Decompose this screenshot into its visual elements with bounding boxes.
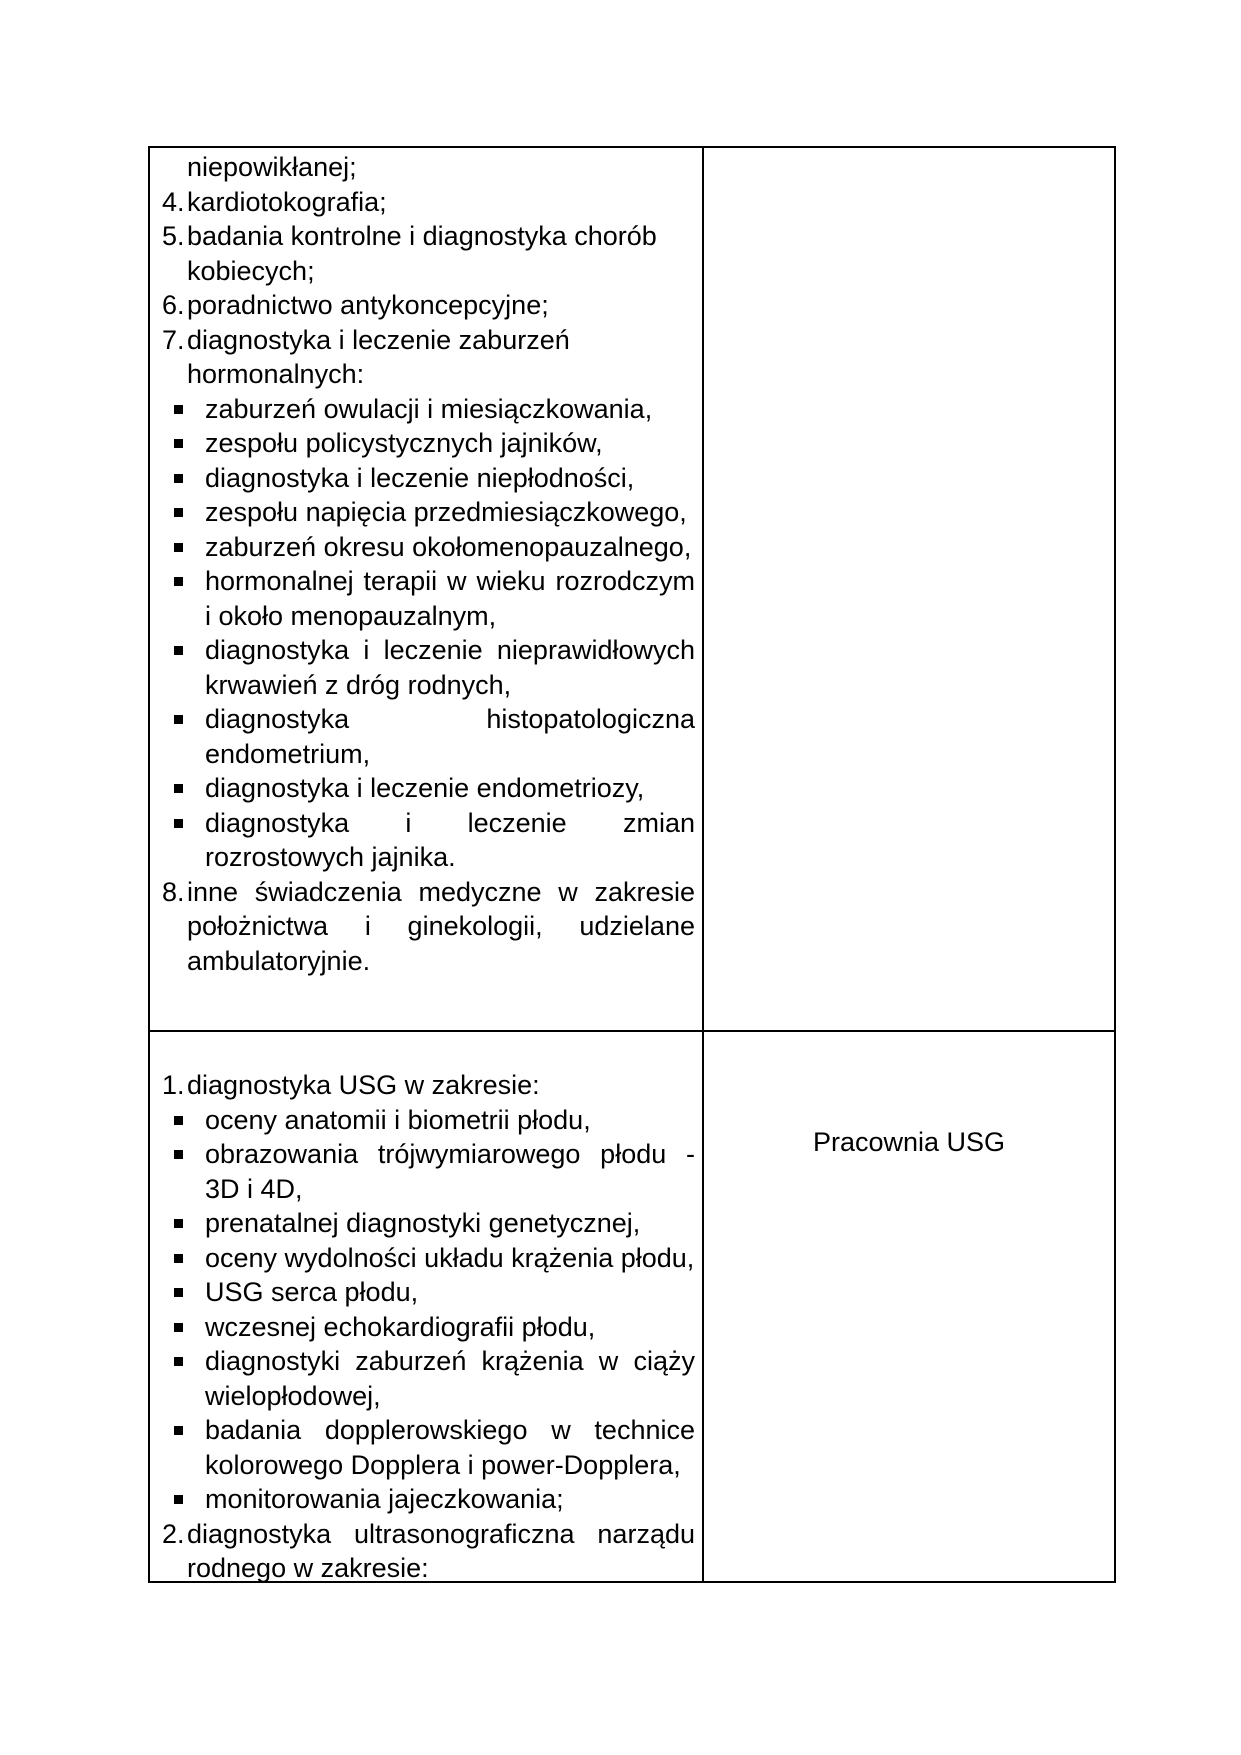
list-item: [150, 1310, 702, 1345]
item-text: diagnostyka USG w zakresie:: [187, 1070, 540, 1100]
item-text: diagnostyki zaburzeń krążenia w ciąży wielopłodowej,: [205, 1346, 695, 1411]
list-item: [150, 875, 702, 979]
list-item: [150, 185, 702, 220]
list-item: [150, 1275, 702, 1310]
item-text: inne świadczenia medyczne w zakresie położnictwa i ginekologii, udzielane ambulatoryjnie.: [187, 876, 695, 976]
square-bullet-icon: [174, 1495, 183, 1504]
department-cell: [704, 148, 1114, 1030]
item-marker: 6.: [162, 290, 185, 320]
item-text: diagnostyka i leczenie zaburzeń hormonalnych:: [187, 324, 570, 389]
item-text: diagnostyka i leczenie nieprawidłowych krwawień z dróg rodnych,: [205, 635, 695, 700]
item-marker: 8.: [162, 876, 185, 907]
item-text: prenatalnej diagnostyki genetycznej,: [205, 1208, 641, 1238]
item-text: zaburzeń okresu okołomenopauzalnego,: [205, 531, 692, 562]
list-item: [150, 426, 702, 461]
list-item: [150, 323, 702, 392]
item-text: diagnostyka i leczenie zmian rozrostowych jajnika.: [205, 807, 695, 872]
item-text: monitorowania jajeczkowania;: [205, 1484, 564, 1514]
square-bullet-icon: [174, 1150, 183, 1159]
item-marker: 1.: [162, 1070, 185, 1100]
services-cell: [150, 148, 704, 1030]
item-text: USG serca płodu,: [205, 1277, 419, 1307]
services-cell: [150, 1032, 704, 1581]
item-text: zespołu napięcia przedmiesiączkowego,: [205, 497, 687, 527]
list-item: [150, 530, 702, 565]
list-item: [150, 1103, 702, 1138]
department-cell: [704, 1032, 1114, 1581]
list-item: [150, 806, 702, 875]
square-bullet-icon: [174, 646, 183, 655]
item-text: zaburzeń owulacji i miesiączkowania,: [205, 393, 653, 424]
square-bullet-icon: [174, 1254, 183, 1263]
item-text: niepowikłanej;: [187, 152, 357, 182]
square-bullet-icon: [174, 577, 183, 586]
item-text: poradnictwo antykoncepcyjne;: [187, 290, 549, 320]
item-text: badania kontrolne i diagnostyka chorób kobiecych;: [187, 221, 657, 286]
list-item: [150, 495, 702, 530]
square-bullet-icon: [174, 439, 183, 448]
item-text: diagnostyka histopatologiczna endometrium,: [205, 704, 695, 769]
square-bullet-icon: [174, 474, 183, 483]
item-text: hormonalnej terapii w wieku rozrodczym i około menopauzalnym,: [205, 566, 695, 631]
item-marker: 2.: [162, 1518, 185, 1549]
item-text: zespołu policystycznych jajników,: [205, 428, 603, 458]
square-bullet-icon: [174, 1357, 183, 1366]
list-item: [150, 1344, 702, 1413]
square-bullet-icon: [174, 1219, 183, 1228]
square-bullet-icon: [174, 543, 183, 552]
list-item: [150, 564, 702, 633]
item-marker: 5.: [162, 221, 185, 251]
services-table: [148, 146, 1116, 1583]
square-bullet-icon: [174, 1116, 183, 1125]
list-item: [150, 1241, 702, 1276]
item-text: wczesnej echokardiografii płodu,: [205, 1311, 596, 1342]
item-marker: 4.: [162, 186, 185, 217]
item-marker: 7.: [162, 324, 185, 355]
list-item: [150, 1206, 702, 1241]
item-text: diagnostyka i leczenie endometriozy,: [205, 773, 645, 803]
square-bullet-icon: [174, 784, 183, 793]
list-item: [150, 392, 702, 427]
list-item: [150, 288, 702, 323]
list-item: [150, 1068, 702, 1103]
item-text: oceny anatomii i biometrii płodu,: [205, 1104, 591, 1135]
item-text: diagnostyka ultrasonograficzna narządu rodnego w zakresie:: [187, 1518, 695, 1583]
list-item: [150, 702, 702, 771]
list-item: [150, 1517, 702, 1586]
list-item: [150, 771, 702, 806]
department-label: Pracownia USG: [812, 1127, 1006, 1157]
list-item: [150, 1137, 702, 1206]
square-bullet-icon: [174, 1323, 183, 1332]
table-row: [150, 148, 1114, 1032]
item-text: kardiotokografia;: [187, 186, 387, 217]
square-bullet-icon: [174, 1426, 183, 1435]
list-item: [150, 219, 702, 288]
square-bullet-icon: [174, 508, 183, 517]
item-text: badania dopplerowskiego w technice kolorowego Dopplera i power-Dopplera,: [205, 1415, 695, 1480]
item-text: oceny wydolności układu krążenia płodu,: [205, 1242, 695, 1273]
square-bullet-icon: [174, 715, 183, 724]
list-item: [150, 1482, 702, 1517]
table-row: [150, 1032, 1114, 1581]
list-item: [150, 1413, 702, 1482]
list-item: [150, 461, 702, 496]
list-item: [150, 633, 702, 702]
square-bullet-icon: [174, 405, 183, 414]
square-bullet-icon: [174, 819, 183, 828]
item-text: diagnostyka i leczenie niepłodności,: [205, 462, 635, 493]
item-text: obrazowania trójwymiarowego płodu - 3D i 4D,: [205, 1139, 695, 1204]
square-bullet-icon: [174, 1288, 183, 1297]
list-item: [150, 150, 702, 185]
